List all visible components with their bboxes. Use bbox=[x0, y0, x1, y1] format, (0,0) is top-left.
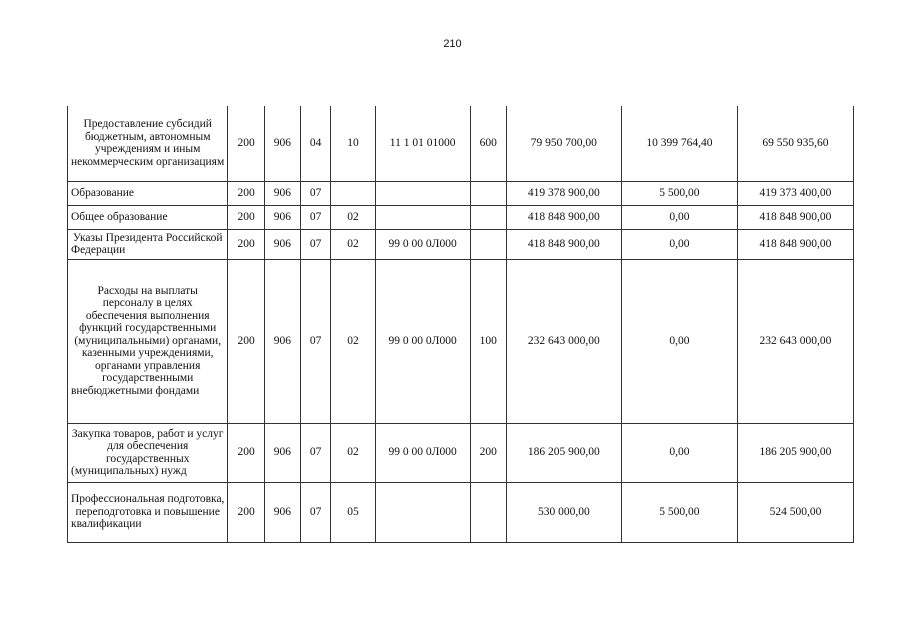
section-code-cell: 07 bbox=[301, 482, 331, 542]
ministry-code-cell: 906 bbox=[264, 229, 300, 259]
executed-amount-cell: 0,00 bbox=[621, 259, 737, 423]
table-row bbox=[68, 181, 854, 205]
row-name-cell: Закупка товаров, работ и услуг для обеспечения государственных (муниципальных) нужд bbox=[68, 423, 228, 482]
section-code-cell: 07 bbox=[301, 229, 331, 259]
row-name-cell: Расходы на выплаты персоналу в целях обеспечения выполнения функций государственными (муниципальными) органами, казенными учреждениями, органами управления государственными внебюджетными фондами bbox=[68, 259, 228, 423]
approved-amount-cell: 418 848 900,00 bbox=[506, 229, 621, 259]
code-cell: 200 bbox=[228, 482, 264, 542]
section-code-cell: 04 bbox=[301, 106, 331, 181]
section-code-cell: 07 bbox=[301, 423, 331, 482]
subsection-code-cell: 02 bbox=[331, 423, 375, 482]
row-name-cell: Общее образование bbox=[68, 205, 228, 229]
expense-type-cell bbox=[470, 229, 506, 259]
table-row bbox=[68, 205, 854, 229]
target-article-cell: 11 1 01 01000 bbox=[375, 106, 470, 181]
approved-amount-cell: 186 205 900,00 bbox=[506, 423, 621, 482]
target-article-cell: 99 0 00 0Л000 bbox=[375, 229, 470, 259]
expense-type-cell bbox=[470, 482, 506, 542]
remaining-amount-cell: 232 643 000,00 bbox=[737, 259, 853, 423]
section-code-cell: 07 bbox=[301, 205, 331, 229]
expense-type-cell: 100 bbox=[470, 259, 506, 423]
ministry-code-cell: 906 bbox=[264, 259, 300, 423]
subsection-code-cell: 05 bbox=[331, 482, 375, 542]
code-cell: 200 bbox=[228, 106, 264, 181]
table-body bbox=[68, 106, 854, 542]
subsection-code-cell: 02 bbox=[331, 205, 375, 229]
target-article-cell: 99 0 00 0Л000 bbox=[375, 423, 470, 482]
table-row bbox=[68, 482, 854, 542]
code-cell: 200 bbox=[228, 423, 264, 482]
remaining-amount-cell: 419 373 400,00 bbox=[737, 181, 853, 205]
table-row bbox=[68, 259, 854, 423]
subsection-code-cell: 02 bbox=[331, 259, 375, 423]
approved-amount-cell: 419 378 900,00 bbox=[506, 181, 621, 205]
table-row bbox=[68, 106, 854, 181]
row-name-cell: Предоставление субсидий бюджетным, автономным учреждениям и иным некоммерческим организациям bbox=[68, 106, 228, 181]
ministry-code-cell: 906 bbox=[264, 482, 300, 542]
subsection-code-cell: 02 bbox=[331, 229, 375, 259]
ministry-code-cell: 906 bbox=[264, 423, 300, 482]
target-article-cell bbox=[375, 181, 470, 205]
expense-type-cell: 200 bbox=[470, 423, 506, 482]
remaining-amount-cell: 418 848 900,00 bbox=[737, 205, 853, 229]
budget-table bbox=[67, 106, 854, 543]
code-cell: 200 bbox=[228, 181, 264, 205]
subsection-code-cell bbox=[331, 181, 375, 205]
row-name-cell: Профессиональная подготовка, переподготовка и повышение квалификации bbox=[68, 482, 228, 542]
code-cell: 200 bbox=[228, 229, 264, 259]
expense-type-cell: 600 bbox=[470, 106, 506, 181]
page-number: 210 bbox=[443, 38, 462, 50]
approved-amount-cell: 232 643 000,00 bbox=[506, 259, 621, 423]
approved-amount-cell: 530 000,00 bbox=[506, 482, 621, 542]
code-cell: 200 bbox=[228, 205, 264, 229]
row-name-cell: Образование bbox=[68, 181, 228, 205]
section-code-cell: 07 bbox=[301, 259, 331, 423]
ministry-code-cell: 906 bbox=[264, 205, 300, 229]
ministry-code-cell: 906 bbox=[264, 106, 300, 181]
executed-amount-cell: 0,00 bbox=[621, 229, 737, 259]
executed-amount-cell: 10 399 764,40 bbox=[621, 106, 737, 181]
code-cell: 200 bbox=[228, 259, 264, 423]
table-row bbox=[68, 423, 854, 482]
executed-amount-cell: 0,00 bbox=[621, 205, 737, 229]
target-article-cell bbox=[375, 205, 470, 229]
ministry-code-cell: 906 bbox=[264, 181, 300, 205]
row-name-cell: Указы Президента Российской Федерации bbox=[68, 229, 228, 259]
approved-amount-cell: 79 950 700,00 bbox=[506, 106, 621, 181]
remaining-amount-cell: 69 550 935,60 bbox=[737, 106, 853, 181]
remaining-amount-cell: 524 500,00 bbox=[737, 482, 853, 542]
executed-amount-cell: 0,00 bbox=[621, 423, 737, 482]
approved-amount-cell: 418 848 900,00 bbox=[506, 205, 621, 229]
executed-amount-cell: 5 500,00 bbox=[621, 181, 737, 205]
expense-type-cell bbox=[470, 205, 506, 229]
target-article-cell bbox=[375, 482, 470, 542]
target-article-cell: 99 0 00 0Л000 bbox=[375, 259, 470, 423]
subsection-code-cell: 10 bbox=[331, 106, 375, 181]
remaining-amount-cell: 418 848 900,00 bbox=[737, 229, 853, 259]
remaining-amount-cell: 186 205 900,00 bbox=[737, 423, 853, 482]
section-code-cell: 07 bbox=[301, 181, 331, 205]
executed-amount-cell: 5 500,00 bbox=[621, 482, 737, 542]
table-row bbox=[68, 229, 854, 259]
expense-type-cell bbox=[470, 181, 506, 205]
